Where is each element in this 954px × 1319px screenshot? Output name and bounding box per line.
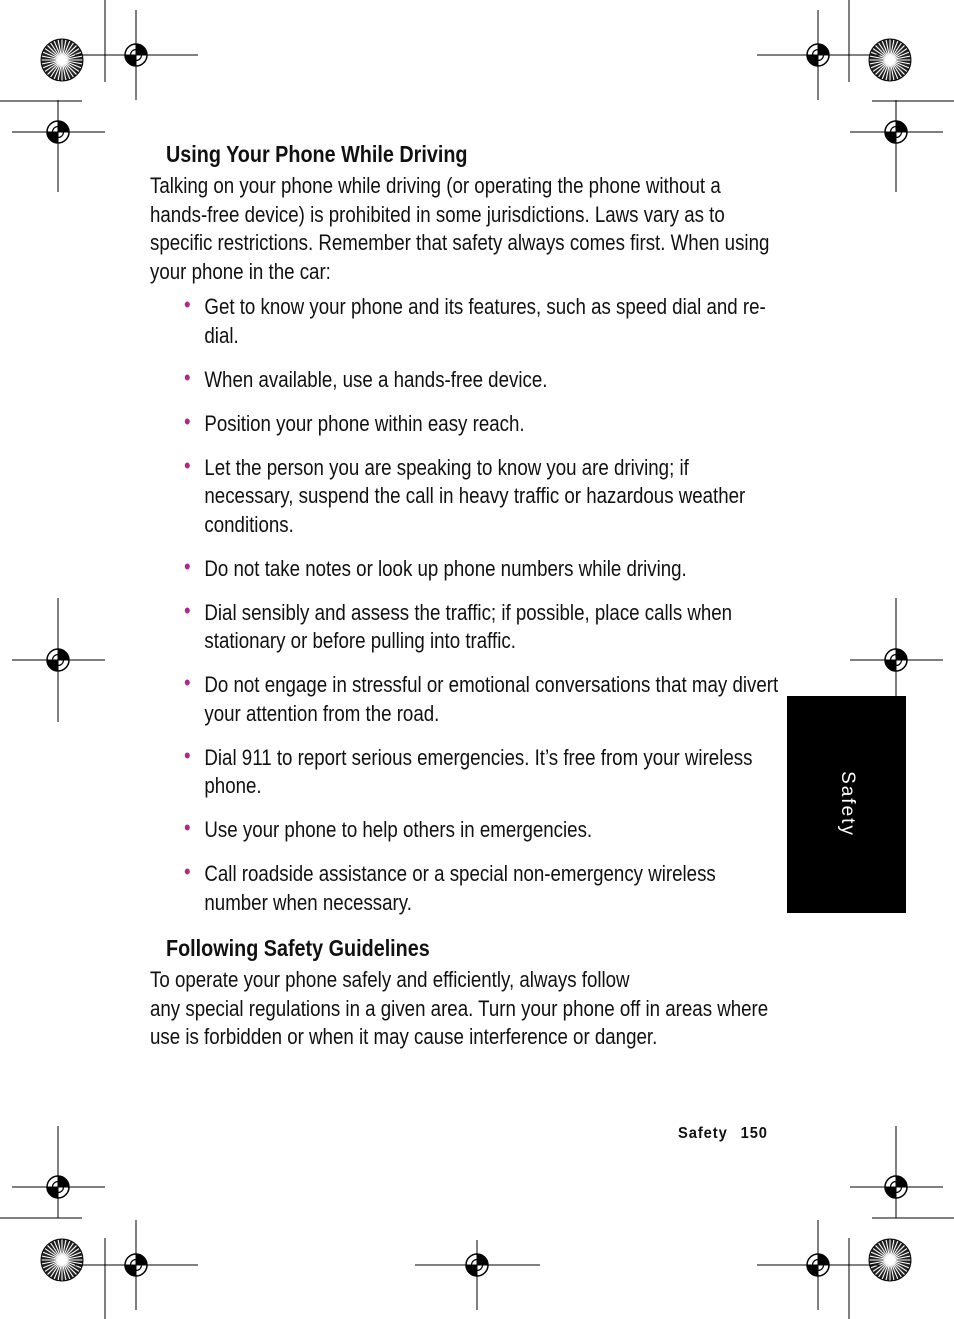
- side-tab-label: Safety: [837, 771, 858, 837]
- section-heading-guidelines: Following Safety Guidelines: [166, 935, 430, 961]
- bullet-icon: •: [184, 553, 191, 579]
- list-item: [184, 293, 779, 350]
- list-item-text: Use your phone to help others in emergencies.: [204, 817, 593, 842]
- list-item: [184, 454, 779, 540]
- crosshair-registration-icon: [47, 121, 69, 143]
- guidelines-line-1: To operate your phone safely and efficiently, always follow: [150, 967, 630, 992]
- bullet-icon: •: [184, 452, 191, 478]
- crosshair-registration-icon: [47, 649, 69, 671]
- list-item-text: Dial sensibly and assess the traffic; if possible, place calls when stationary or before pulling into traffic.: [204, 599, 733, 653]
- footer-section-name: Safety: [678, 1125, 728, 1142]
- list-item: [184, 744, 779, 801]
- crosshair-registration-icon: [885, 121, 907, 143]
- guidelines-paragraph: [150, 966, 779, 1052]
- page-footer: [678, 1125, 768, 1143]
- list-item-text: Position your phone within easy reach.: [204, 410, 525, 436]
- crosshair-registration-icon: [47, 1176, 69, 1198]
- crosshair-registration-icon: [807, 1254, 829, 1276]
- section-heading-driving: Using Your Phone While Driving: [166, 141, 468, 167]
- list-item-text: When available, use a hands-free device.: [204, 366, 548, 392]
- crosshair-registration-icon: [125, 1254, 147, 1276]
- list-item: [184, 366, 779, 395]
- crosshair-registration-icon: [885, 1176, 907, 1198]
- crosshair-registration-icon: [885, 649, 907, 671]
- driving-intro-paragraph: Talking on your phone while driving (or operating the phone without a hands-free device) is prohibited in some jurisdictions. Laws vary as to specific restrictions. Remember that safety always comes first. When using your phone in the car:: [150, 173, 770, 284]
- list-item-text: Do not engage in stressful or emotional conversations that may divert your attention from the road.: [204, 672, 779, 726]
- list-item: [184, 860, 779, 917]
- bullet-icon: •: [184, 597, 191, 623]
- list-item: [184, 816, 779, 845]
- list-item-text: Do not take notes or look up phone numbers while driving.: [204, 555, 687, 581]
- list-item: [184, 410, 779, 439]
- crosshair-registration-icon: [125, 44, 147, 66]
- list-item-text: Let the person you are speaking to know you are driving; if necessary, suspend the call in heavy traffic or hazardous weather conditions.: [204, 454, 746, 537]
- crosshair-registration-icon: [466, 1254, 488, 1276]
- list-item: [184, 599, 779, 656]
- bullet-icon: •: [184, 815, 191, 840]
- guidelines-line-2: any special regulations in a given area. Turn your phone off in areas where use is forbidden or when it may cause interference or danger.: [150, 995, 769, 1049]
- bullet-icon: •: [184, 670, 191, 695]
- starburst-target-icon: [41, 39, 83, 81]
- bullet-icon: •: [184, 364, 191, 390]
- starburst-target-icon: [41, 1239, 83, 1281]
- starburst-target-icon: [869, 1239, 911, 1281]
- chapter-side-tab: [787, 696, 906, 913]
- crosshair-registration-icon: [807, 44, 829, 66]
- list-item-text: Get to know your phone and its features, such as speed dial and re-dial.: [204, 294, 766, 348]
- list-item: [184, 671, 779, 728]
- list-item-text: Call roadside assistance or a special non-emergency wireless number when necessary.: [204, 861, 716, 915]
- driving-tips-list: [184, 293, 884, 933]
- bullet-icon: •: [184, 408, 191, 434]
- list-item-text: Dial 911 to report serious emergencies. It’s free from your wireless phone.: [204, 744, 753, 798]
- list-item: [184, 555, 779, 584]
- starburst-target-icon: [869, 39, 911, 81]
- bullet-icon: •: [184, 292, 191, 317]
- page-number: 150: [740, 1125, 768, 1142]
- bullet-icon: •: [184, 742, 191, 768]
- bullet-icon: •: [184, 859, 191, 884]
